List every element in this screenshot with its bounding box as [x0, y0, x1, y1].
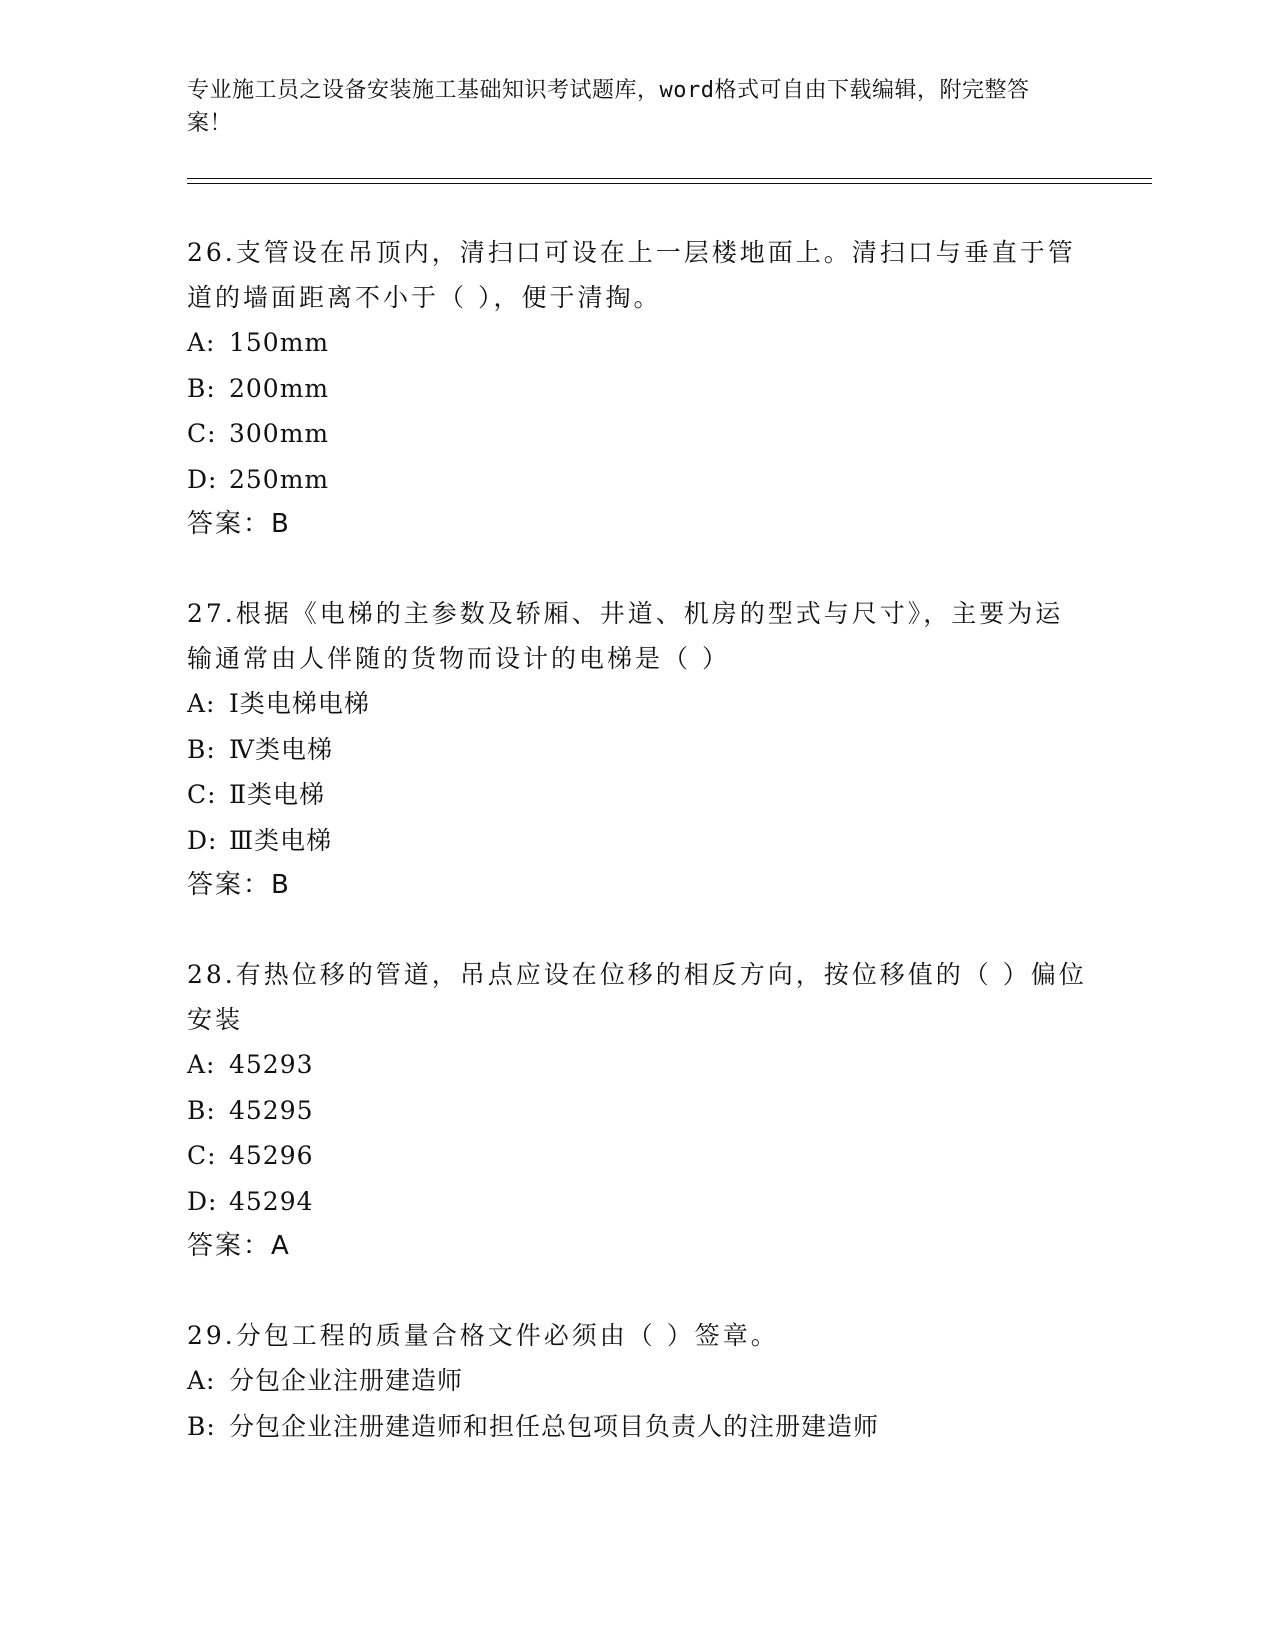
option-d	[187, 457, 1087, 503]
question-29	[187, 1313, 1087, 1449]
question-stem: 28.有热位移的管道，吊点应设在位移的相反方向，按位移值的（ ）偏位安装	[187, 960, 1087, 1034]
option-b	[187, 1404, 1087, 1450]
option-key: D:	[187, 464, 218, 494]
option-key: A:	[187, 1366, 216, 1395]
option-text: Ⅰ类电梯电梯	[229, 689, 370, 718]
answer: 答案：B	[187, 870, 291, 900]
option-a	[187, 320, 1087, 366]
option-text: 250mm	[229, 464, 330, 494]
question-list	[187, 230, 1087, 1493]
answer: 答案：A	[187, 1231, 291, 1261]
option-key: B:	[187, 734, 216, 764]
option-b	[187, 366, 1087, 412]
option-d	[187, 1179, 1087, 1225]
option-a	[187, 1042, 1087, 1088]
option-key: D:	[187, 825, 218, 855]
option-c	[187, 1133, 1087, 1179]
option-text: Ⅲ类电梯	[229, 825, 333, 855]
answer: 答案：B	[187, 509, 291, 539]
option-text: 150mm	[229, 328, 330, 357]
option-key: B:	[187, 373, 216, 403]
option-key: C:	[187, 1141, 217, 1170]
option-key: B:	[187, 1411, 216, 1441]
option-text: 分包企业注册建造师	[229, 1366, 464, 1395]
option-text: 300mm	[229, 419, 330, 448]
option-text: Ⅳ类电梯	[229, 734, 333, 764]
question-28	[187, 952, 1087, 1269]
option-a	[187, 1358, 1087, 1404]
option-text: 45295	[229, 1095, 314, 1125]
option-key: D:	[187, 1186, 218, 1216]
option-c	[187, 411, 1087, 457]
question-stem: 27.根据《电梯的主参数及轿厢、井道、机房的型式与尺寸》，主要为运输通常由人伴随的货物而设计的电梯是（ ）	[187, 599, 1064, 673]
option-text: 45296	[229, 1141, 314, 1170]
option-text: 45294	[229, 1186, 314, 1216]
option-b	[187, 727, 1087, 773]
header-text: 专业施工员之设备安装施工基础知识考试题库，word格式可自由下载编辑，附完整答案！	[187, 78, 1030, 136]
option-key: B:	[187, 1095, 216, 1125]
question-stem: 26.支管设在吊顶内，清扫口可设在上一层楼地面上。清扫口与垂直于管道的墙面距离不小于（ ），便于清掏。	[187, 238, 1076, 312]
question-27	[187, 591, 1087, 908]
option-b	[187, 1088, 1087, 1134]
header-rule-top	[187, 178, 1152, 179]
question-stem: 29.分包工程的质量合格文件必须由（ ）签章。	[187, 1321, 779, 1350]
option-key: C:	[187, 419, 217, 448]
option-text: 200mm	[229, 373, 330, 403]
option-a	[187, 681, 1087, 727]
option-d	[187, 818, 1087, 864]
option-c	[187, 772, 1087, 818]
option-key: A:	[187, 689, 216, 718]
option-text: 45293	[229, 1050, 314, 1079]
option-key: C:	[187, 780, 217, 809]
option-key: A:	[187, 1050, 216, 1079]
header-rule-bottom	[187, 183, 1152, 184]
option-key: A:	[187, 328, 216, 357]
option-text: Ⅱ类电梯	[229, 780, 325, 809]
option-text: 分包企业注册建造师和担任总包项目负责人的注册建造师	[229, 1411, 880, 1441]
page-header	[187, 74, 1067, 140]
question-26	[187, 230, 1087, 547]
